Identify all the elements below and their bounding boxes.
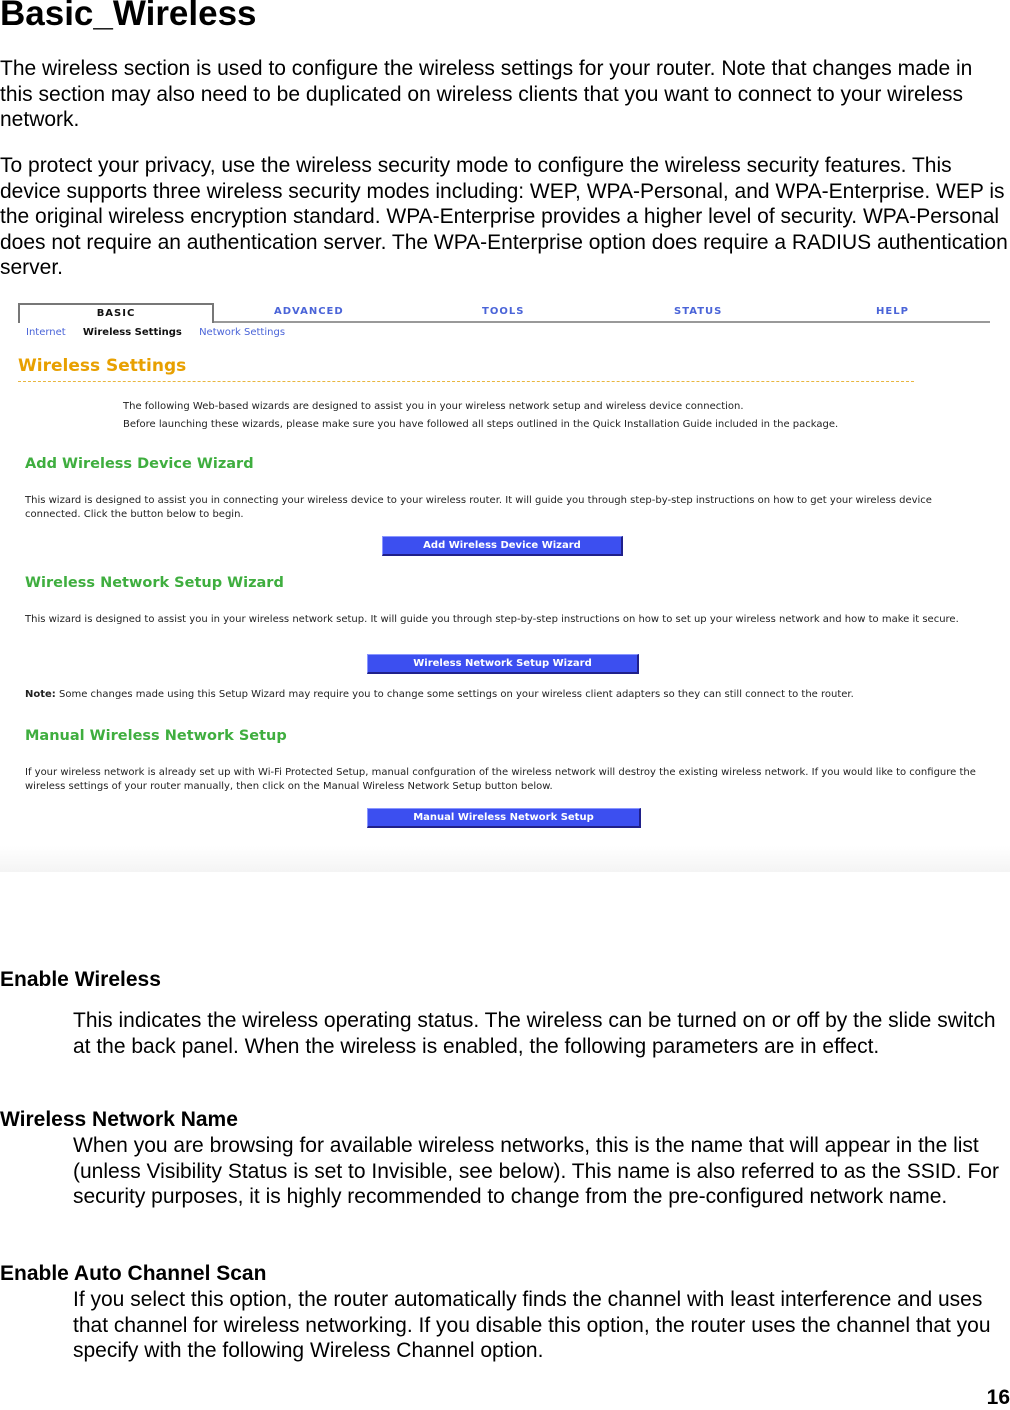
screenshot-bottom-fade — [0, 846, 1010, 872]
router-screenshot — [0, 290, 1010, 872]
wireless-settings-title: Wireless Settings — [18, 356, 187, 376]
dotted-divider — [18, 381, 914, 382]
router-intro-line-1: The following Web-based wizards are designed to assist you in your wireless network setup and wireless device connection. — [123, 401, 744, 412]
wireless-network-setup-button[interactable]: Wireless Network Setup Wizard — [367, 654, 639, 674]
page-title: Basic_Wireless — [0, 0, 257, 33]
body-enable-wireless: This indicates the wireless operating status. The wireless can be turned on or off by the slide switch at the back panel. When the wireless is enabled, the following parameters are in effect. — [73, 1009, 996, 1058]
router-tab-bar — [18, 303, 990, 323]
wireless-network-setup-title: Wireless Network Setup Wizard — [25, 575, 284, 591]
heading-enable-wireless: Enable Wireless — [0, 968, 161, 991]
add-wireless-device-button[interactable]: Add Wireless Device Wizard — [382, 536, 623, 556]
add-wireless-device-desc: This wizard is designed to assist you in connecting your wireless device to your wireless router. It will guide you through step-by-step instructions on how to get your wireless device connected. Click the button below to begin. — [25, 495, 932, 520]
heading-auto-channel-scan: Enable Auto Channel Scan — [0, 1262, 267, 1285]
setup-note — [25, 688, 985, 702]
intro-paragraph-1: The wireless section is used to configure the wireless settings for your router. Note that changes made in this section may also need to be duplicated on wireless clients that you want to connect to your wireless network. — [0, 57, 973, 131]
heading-wireless-network-name: Wireless Network Name — [0, 1108, 238, 1131]
tab-advanced[interactable]: ADVANCED — [274, 306, 344, 317]
tab-status[interactable]: STATUS — [674, 306, 723, 317]
manual-setup-title: Manual Wireless Network Setup — [25, 728, 287, 744]
subnav-network-settings[interactable]: Network Settings — [199, 327, 286, 338]
tab-help[interactable]: HELP — [876, 306, 909, 317]
note-label: Note: — [25, 689, 56, 700]
router-subnav — [26, 327, 299, 338]
note-text: Some changes made using this Setup Wizard may require you to change some settings on your wireless client adapters so they can still connect to the router. — [55, 689, 854, 700]
router-intro-line-2: Before launching these wizards, please make sure you have followed all steps outlined in the Quick Installation Guide included in the package. — [123, 419, 839, 430]
intro-paragraph-2: To protect your privacy, use the wireless security mode to configure the wireless security features. This device supports three wireless security modes including: WEP, WPA-Personal, and WPA-Enterprise. WEP is the original wireless encryption standard. WPA-Enterprise provides a higher level of security. WPA-Personal does not require an authentication server. The WPA-Enterprise option does require a RADIUS authentication server. — [0, 154, 1008, 279]
tab-basic[interactable]: BASIC — [18, 303, 214, 323]
manual-setup-desc: If your wireless network is already set up with Wi-Fi Protected Setup, manual confguration of the wireless network will destroy the existing wireless network. If you would like to configure the wireless settings of your router manually, then click on the Manual Wireless Network Setup button below. — [25, 767, 976, 792]
tab-tools[interactable]: TOOLS — [482, 306, 525, 317]
manual-setup-button[interactable]: Manual Wireless Network Setup — [367, 808, 641, 828]
subnav-internet[interactable]: Internet — [26, 327, 66, 338]
subnav-wireless-settings[interactable]: Wireless Settings — [82, 327, 182, 338]
body-auto-channel-scan: If you select this option, the router automatically finds the channel with least interference and uses that channel for wireless networking. If you disable this option, the router uses the channel that you specify with the following Wireless Channel option. — [73, 1288, 991, 1363]
add-wireless-device-title: Add Wireless Device Wizard — [25, 456, 254, 472]
body-wireless-network-name: When you are browsing for available wireless networks, this is the name that will appear in the list (unless Visibility Status is set to Invisible, see below). This name is also referred to as the SSID. For security purposes, it is highly recommended to change from the pre-configured network name. — [73, 1134, 999, 1209]
page-number: 16 — [986, 1386, 1010, 1409]
wireless-network-setup-desc: This wizard is designed to assist you in your wireless network setup. It will guide you through step-by-step instructions on how to set up your wireless network and how to make it secure. — [25, 614, 959, 625]
